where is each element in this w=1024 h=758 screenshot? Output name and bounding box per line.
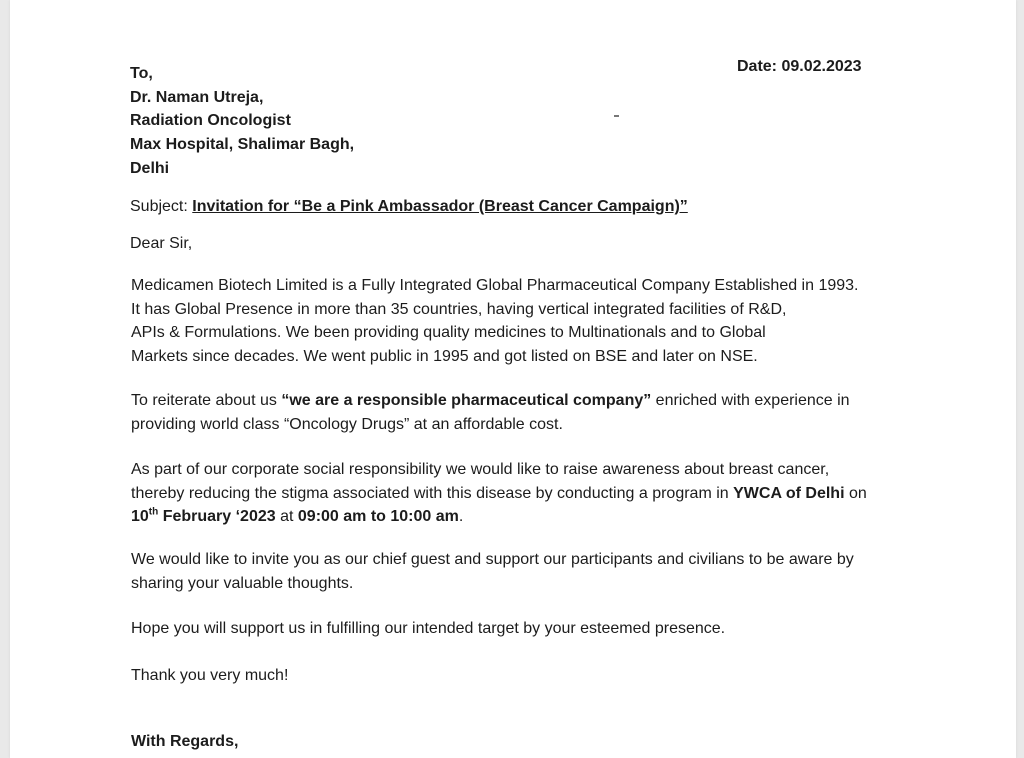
paragraph-program-details — [131, 458, 931, 529]
event-date — [131, 508, 276, 525]
address-line: Max Hospital, Shalimar Bagh, — [130, 136, 355, 154]
event-day: 10 — [131, 508, 149, 525]
salutation: Dear Sir, — [130, 235, 193, 252]
venue-name: YWCA of Delhi — [733, 484, 845, 502]
paragraph-line: We would like to invite you as our chief guest and support our participants and civilians to be aware by — [131, 551, 854, 568]
closing-regards: With Regards, — [131, 733, 239, 750]
scan-speck — [614, 115, 619, 117]
paragraph-line — [131, 482, 931, 506]
ordinal-suffix: th — [148, 506, 159, 518]
text-run: thereby reducing the stigma associated with this disease by conducting a program in — [131, 484, 734, 502]
paragraph-line: providing world class “Oncology Drugs” at an affordable cost. — [131, 415, 563, 433]
subject-label: Subject: — [130, 198, 193, 215]
paragraph-support — [131, 617, 931, 641]
paragraph-line — [131, 505, 931, 529]
paragraph-thanks — [131, 664, 931, 688]
paragraph-line: Medicamen Biotech Limited is a Fully Integrated Global Pharmaceutical Company Established in 1993. — [131, 277, 859, 294]
address-line: To, — [130, 65, 153, 82]
recipient-address — [130, 62, 354, 181]
address-line: Radiation Oncologist — [130, 112, 291, 130]
text-run: at — [275, 508, 298, 525]
text-run: on — [844, 484, 867, 502]
invitation-letter — [10, 0, 1016, 758]
paragraph-line: It has Global Presence in more than 35 countries, having vertical integrated facilities of R&D, — [131, 300, 787, 318]
paragraph-responsibility — [131, 389, 931, 436]
paragraph-line: Hope you will support us in fulfilling our intended target by your esteemed presence. — [131, 620, 726, 637]
subject-line — [130, 198, 688, 216]
text-run: enriched with experience in — [651, 392, 850, 409]
paragraph-line: Thank you very much! — [131, 667, 289, 684]
paragraph-line: sharing your valuable thoughts. — [131, 574, 354, 592]
paragraph-line: Markets since decades. We went public in 1995 and got listed on BSE and later on NSE. — [131, 347, 758, 365]
event-time: 09:00 am to 10:00 am — [297, 508, 459, 525]
address-line: Dr. Naman Utreja, — [130, 88, 264, 106]
subject-text: Invitation for “Be a Pink Ambassador (Breast Cancer Campaign)” — [192, 198, 688, 215]
paragraph-line: APIs & Formulations. We been providing quality medicines to Multinationals and to Global — [131, 324, 766, 341]
letter-page — [10, 0, 1016, 758]
letter-date: Date: 09.02.2023 — [737, 58, 862, 75]
paragraph-invitation — [131, 548, 931, 595]
text-run: To reiterate about us — [131, 392, 282, 409]
event-month-year: February ‘2023 — [158, 508, 276, 525]
paragraph-line — [131, 389, 931, 413]
text-run: . — [458, 508, 464, 525]
address-line: Delhi — [130, 159, 170, 177]
paragraph-line: As part of our corporate social responsibility we would like to raise awareness about breast cancer, — [131, 461, 830, 478]
paragraph-company-intro — [131, 274, 931, 368]
text-run-bold: “we are a responsible pharmaceutical company” — [281, 392, 652, 409]
